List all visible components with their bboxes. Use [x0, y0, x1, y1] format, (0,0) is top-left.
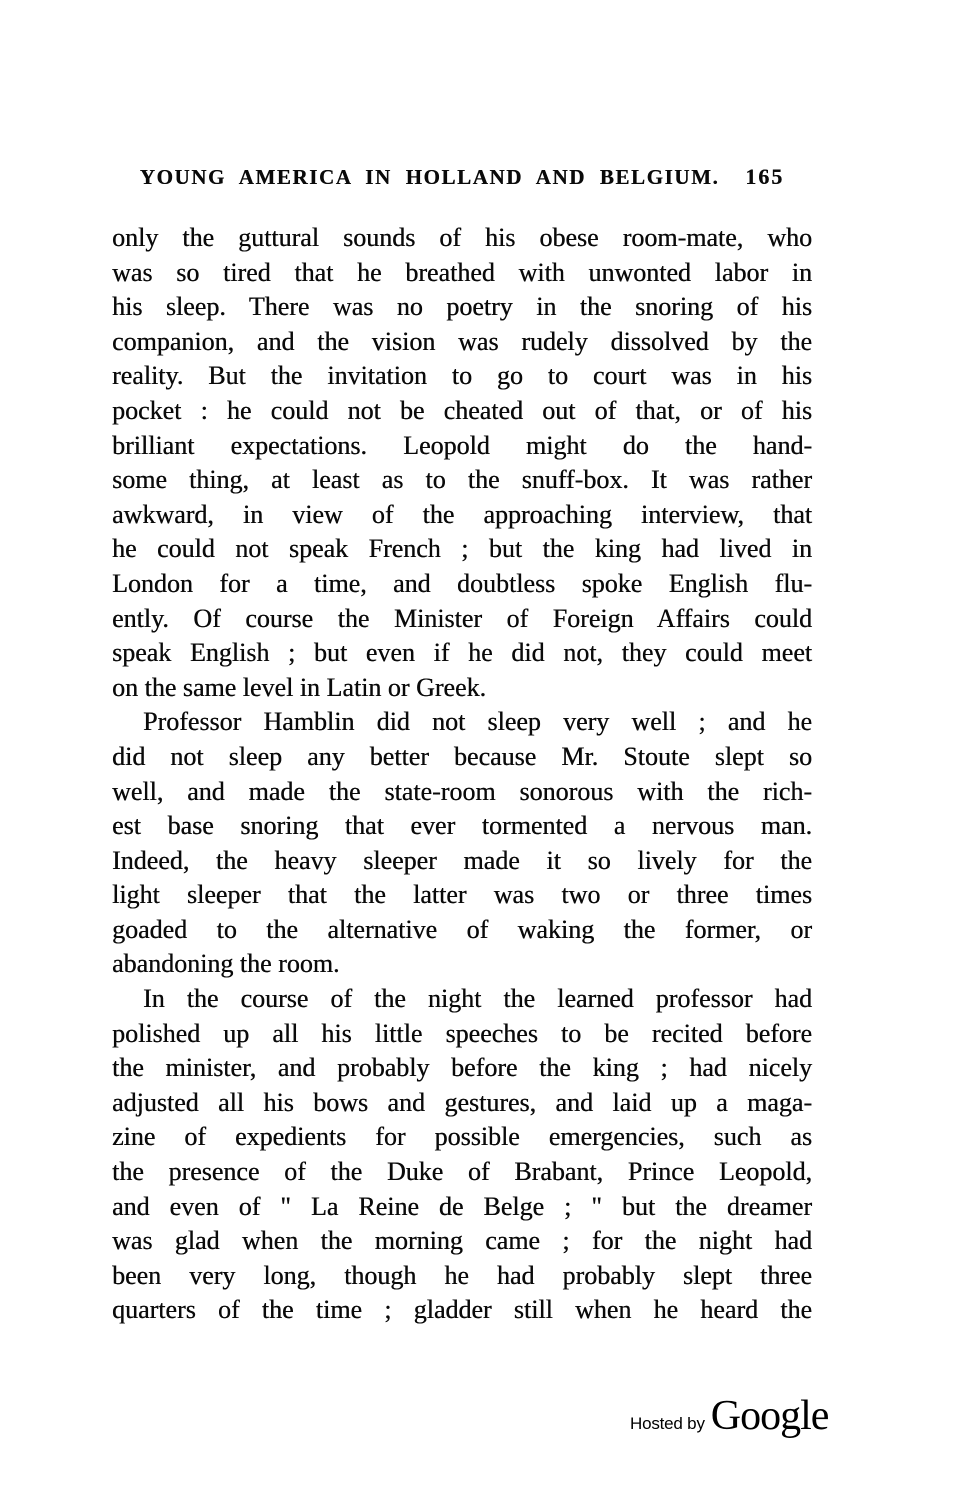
- page-number: 165: [745, 164, 785, 189]
- text-line: the presence of the Duke of Brabant, Prince Leopold,: [112, 1157, 812, 1187]
- text-line: the minister, and probably before the king ; had nicely: [112, 1053, 812, 1083]
- text-line: ently. Of course the Minister of Foreign Affairs could: [112, 603, 812, 633]
- footer-branding: [630, 1393, 828, 1439]
- text-line: pocket : he could not be cheated out of that, or of his: [112, 395, 812, 425]
- paragraph: [112, 221, 812, 705]
- text-line: well, and made the state-room sonorous with the rich-: [112, 776, 812, 806]
- paragraph: [112, 982, 812, 1328]
- text-line: reality. But the invitation to go to court was in his: [112, 361, 812, 391]
- text-block: [112, 221, 812, 1328]
- text-line: Professor Hamblin did not sleep very well ; and he: [143, 707, 812, 737]
- text-line: was so tired that he breathed with unwonted labor in: [112, 257, 812, 287]
- text-line: some thing, at least as to the snuff-box. It was rather: [112, 465, 812, 495]
- text-line: brilliant expectations. Leopold might do the hand-: [112, 430, 812, 460]
- paragraph: [112, 705, 812, 982]
- text-line: adjusted all his bows and gestures, and laid up a maga-: [112, 1087, 812, 1117]
- text-line: he could not speak French ; but the king had lived in: [112, 534, 812, 564]
- text-line: on the same level in Latin or Greek.: [112, 672, 486, 702]
- text-line: only the guttural sounds of his obese room-mate, who: [112, 223, 812, 252]
- text-line: been very long, though he had probably slept three: [112, 1260, 812, 1290]
- text-line: companion, and the vision was rudely dissolved by the: [112, 326, 812, 356]
- text-line: and even of " La Reine de Belge ; " but the dreamer: [112, 1191, 812, 1221]
- text-line: abandoning the room.: [112, 949, 340, 979]
- text-line: speak English ; but even if he did not, they could meet: [112, 638, 812, 668]
- google-logo: Google: [710, 1393, 829, 1439]
- text-line: awkward, in view of the approaching interview, that: [112, 499, 812, 529]
- text-line: was glad when the morning came ; for the night had: [112, 1226, 812, 1256]
- text-line: goaded to the alternative of waking the former, or: [112, 914, 812, 944]
- text-line: zine of expedients for possible emergencies, such as: [112, 1122, 812, 1152]
- running-title: YOUNG AMERICA IN HOLLAND AND BELGIUM.: [139, 165, 720, 189]
- text-line: did not sleep any better because Mr. Stoute slept so: [112, 741, 812, 771]
- text-line: est base snoring that ever tormented a nervous man.: [112, 811, 812, 841]
- text-line: light sleeper that the latter was two or three times: [112, 880, 812, 910]
- text-line: his sleep. There was no poetry in the snoring of his: [112, 292, 812, 322]
- text-line: In the course of the night the learned professor had: [143, 984, 812, 1014]
- text-line: quarters of the time ; gladder still when he heard the: [112, 1295, 812, 1325]
- text-line: polished up all his little speeches to be recited before: [112, 1018, 812, 1048]
- text-line: London for a time, and doubtless spoke English flu-: [112, 568, 812, 598]
- text-line: Indeed, the heavy sleeper made it so lively for the: [112, 845, 812, 875]
- running-header: [112, 164, 812, 190]
- hosted-by-label: Hosted by: [630, 1414, 705, 1433]
